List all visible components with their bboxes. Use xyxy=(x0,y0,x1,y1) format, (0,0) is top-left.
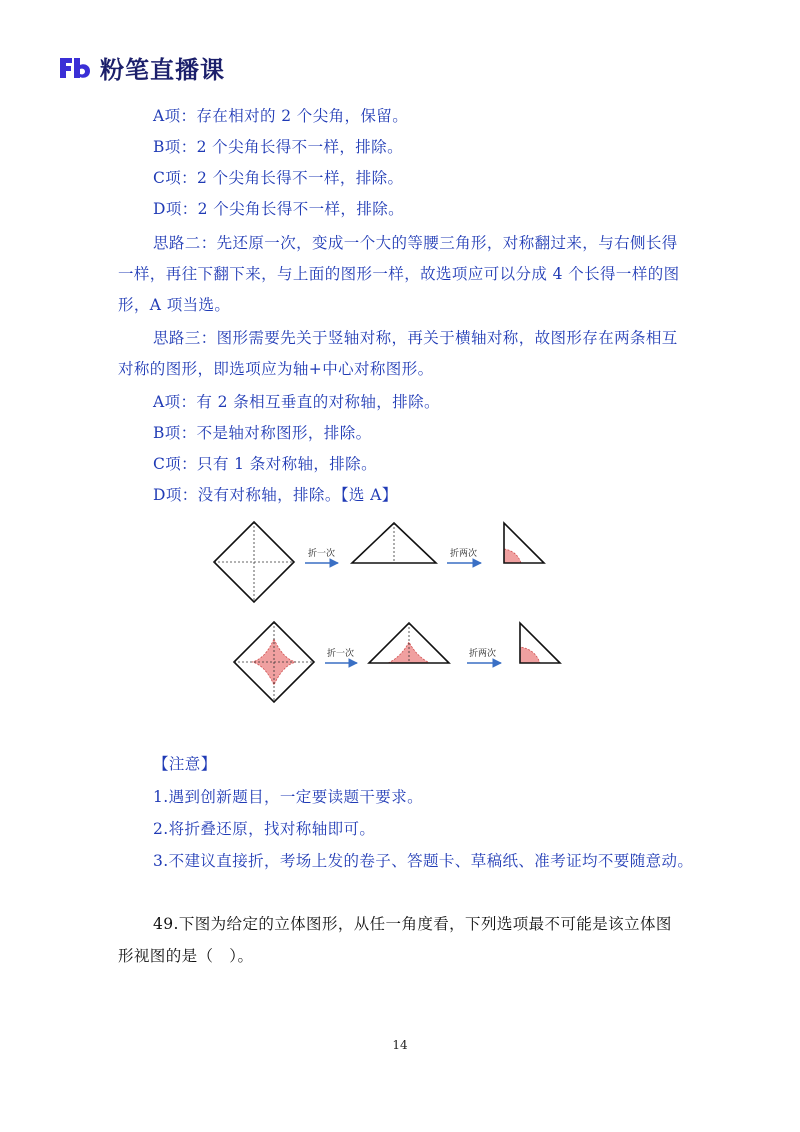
page-number: 14 xyxy=(392,1038,408,1052)
fb-logo-icon xyxy=(58,55,92,81)
question-line-1: 49.下图为给定的立体图形，从任一角度看，下列选项最不可能是该立体图 xyxy=(153,915,672,933)
notice-item-1: 1.遇到创新题目，一定要读题干要求。 xyxy=(153,788,423,806)
brand-logo xyxy=(58,50,225,85)
folding-diagram xyxy=(205,515,565,705)
option-a-line-2: A项：有 2 条相互垂直的对称轴，排除。 xyxy=(153,393,440,411)
idea3-line-2: 对称的图形，即选项应为轴+中心对称图形。 xyxy=(118,360,434,378)
idea2-line-3: 形，A 项当选。 xyxy=(118,296,231,314)
top-square xyxy=(214,522,294,602)
top-triangle xyxy=(352,523,436,563)
arrow-bottom-2-label: 折两次 xyxy=(469,649,497,659)
option-b-line: B项：2 个尖角长得不一样，排除。 xyxy=(153,138,403,156)
option-b-line-2: B项：不是轴对称图形，排除。 xyxy=(153,424,372,442)
arrow-bottom-1-label: 折一次 xyxy=(327,649,355,659)
notice-item-3: 3.不建议直接折，考场上发的卷子、答题卡、草稿纸、准考证均不要随意动。 xyxy=(153,852,694,870)
notice-item-2: 2.将折叠还原，找对称轴即可。 xyxy=(153,820,376,838)
top-small-triangle xyxy=(504,523,544,563)
option-c-line: C项：2 个尖角长得不一样，排除。 xyxy=(153,169,404,187)
brand-name: 粉笔直播课 xyxy=(100,56,225,84)
bottom-triangle xyxy=(369,623,449,663)
bottom-small-triangle xyxy=(520,623,560,663)
question-line-2: 形视图的是（ ）。 xyxy=(118,947,254,965)
option-d-line-2: D项：没有对称轴，排除。【选 A】 xyxy=(153,486,398,504)
arrow-top-1-label: 折一次 xyxy=(308,549,336,559)
option-d-line: D项：2 个尖角长得不一样，排除。 xyxy=(153,200,405,218)
idea2-line-2: 一样，再往下翻下来，与上面的图形一样，故选项应可以分成 4 个长得一样的图 xyxy=(118,265,680,283)
notice-title: 【注意】 xyxy=(153,755,217,773)
option-c-line-2: C项：只有 1 条对称轴，排除。 xyxy=(153,455,377,473)
idea2-line-1: 思路二：先还原一次，变成一个大的等腰三角形，对称翻过来，与右侧长得 xyxy=(153,234,678,252)
bottom-square xyxy=(234,622,314,702)
arrow-top-2-label: 折两次 xyxy=(450,549,478,559)
option-a-line: A项：存在相对的 2 个尖角，保留。 xyxy=(153,107,409,125)
idea3-line-1: 思路三：图形需要先关于竖轴对称，再关于横轴对称，故图形存在两条相互 xyxy=(153,329,678,347)
